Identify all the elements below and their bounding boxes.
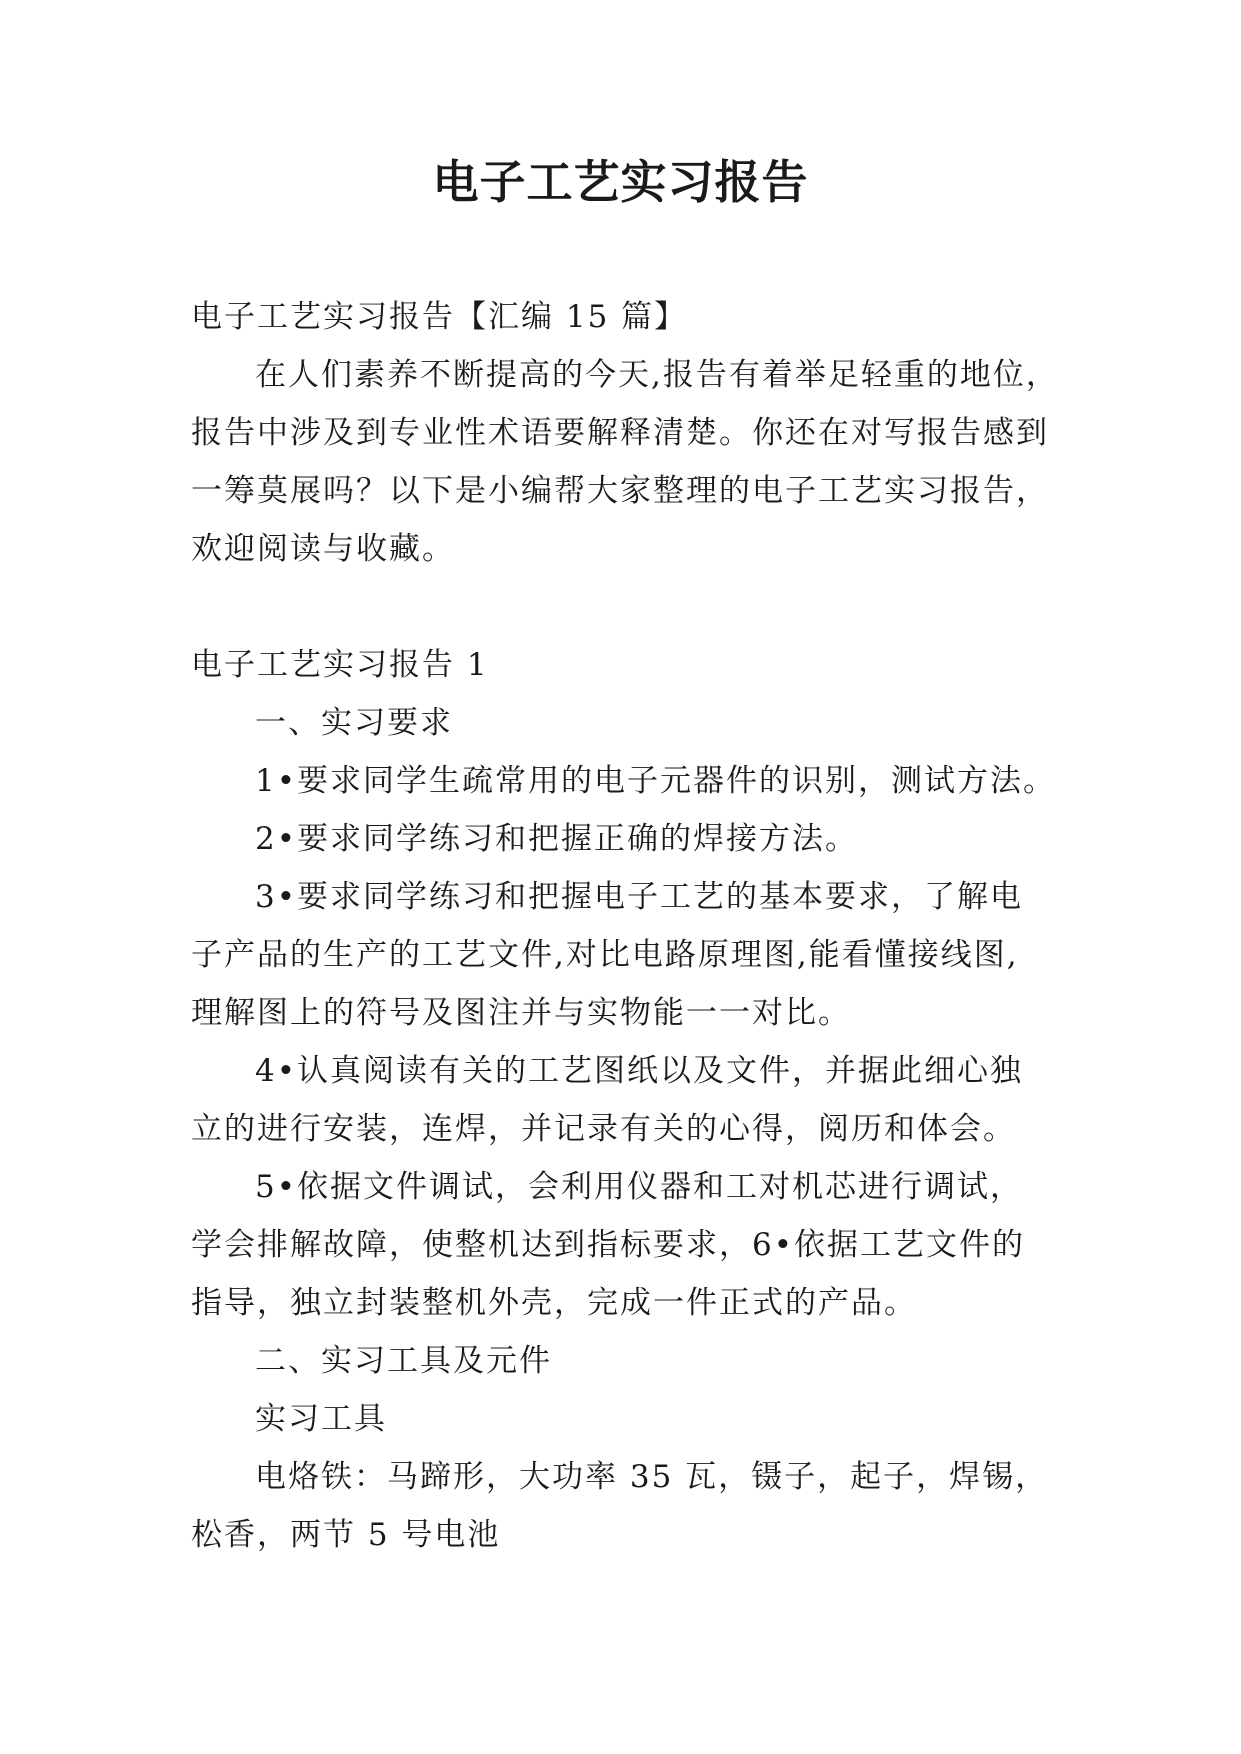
- collection-heading: 电子工艺实习报告【汇编 15 篇】: [191, 299, 688, 335]
- requirement-5-line-1: 5•依据文件调试，会利用仪器和工对机芯进行调试，: [255, 1169, 1024, 1205]
- requirement-6-line: 指导，独立封装整机外壳，完成一件正式的产品。: [191, 1285, 917, 1321]
- intro-line-2: 报告中涉及到专业性术语要解释清楚。你还在对写报告感到: [191, 415, 1049, 451]
- intro-line-1: 在人们素养不断提高的今天,报告有着举足轻重的地位，: [255, 357, 1059, 393]
- requirement-4-line-1: 4•认真阅读有关的工艺图纸以及文件，并据此细心独: [255, 1053, 1024, 1089]
- requirement-3-line-2: 子产品的生产的工艺文件,对比电路原理图,能看懂接线图,: [191, 937, 1019, 973]
- intro-line-3: 一筹莫展吗？以下是小编帮大家整理的电子工艺实习报告，: [191, 473, 1049, 509]
- requirement-3-line-1: 3•要求同学练习和把握电子工艺的基本要求，了解电: [255, 879, 1024, 915]
- tools-line-1: 电烙铁：马蹄形，大功率 35 瓦，镊子，起子，焊锡，: [255, 1459, 1049, 1495]
- subheading-tools-components: 二、实习工具及元件: [255, 1343, 552, 1379]
- intro-line-4: 欢迎阅读与收藏。: [191, 531, 455, 567]
- section-heading-report-1: 电子工艺实习报告 1: [191, 647, 489, 683]
- requirement-3-line-3: 理解图上的符号及图注并与实物能一一对比。: [191, 995, 851, 1031]
- paragraph-gap: [191, 578, 1071, 636]
- requirement-4-line-2: 立的进行安装，连焊，并记录有关的心得，阅历和体会。: [191, 1111, 1016, 1147]
- requirement-5-line-2: 学会排解故障，使整机达到指标要求，6•依据工艺文件的: [191, 1227, 1026, 1263]
- subheading-requirements: 一、实习要求: [255, 705, 453, 741]
- subheading-tools: 实习工具: [255, 1401, 387, 1437]
- requirement-2: 2•要求同学练习和把握正确的焊接方法。: [255, 821, 859, 857]
- document-body: [191, 288, 1071, 1564]
- requirement-1: 1•要求同学生疏常用的电子元器件的识别，测试方法。: [255, 763, 1057, 799]
- tools-line-2: 松香，两节 5 号电池: [191, 1517, 501, 1553]
- document-title: 电子工艺实习报告: [432, 155, 809, 209]
